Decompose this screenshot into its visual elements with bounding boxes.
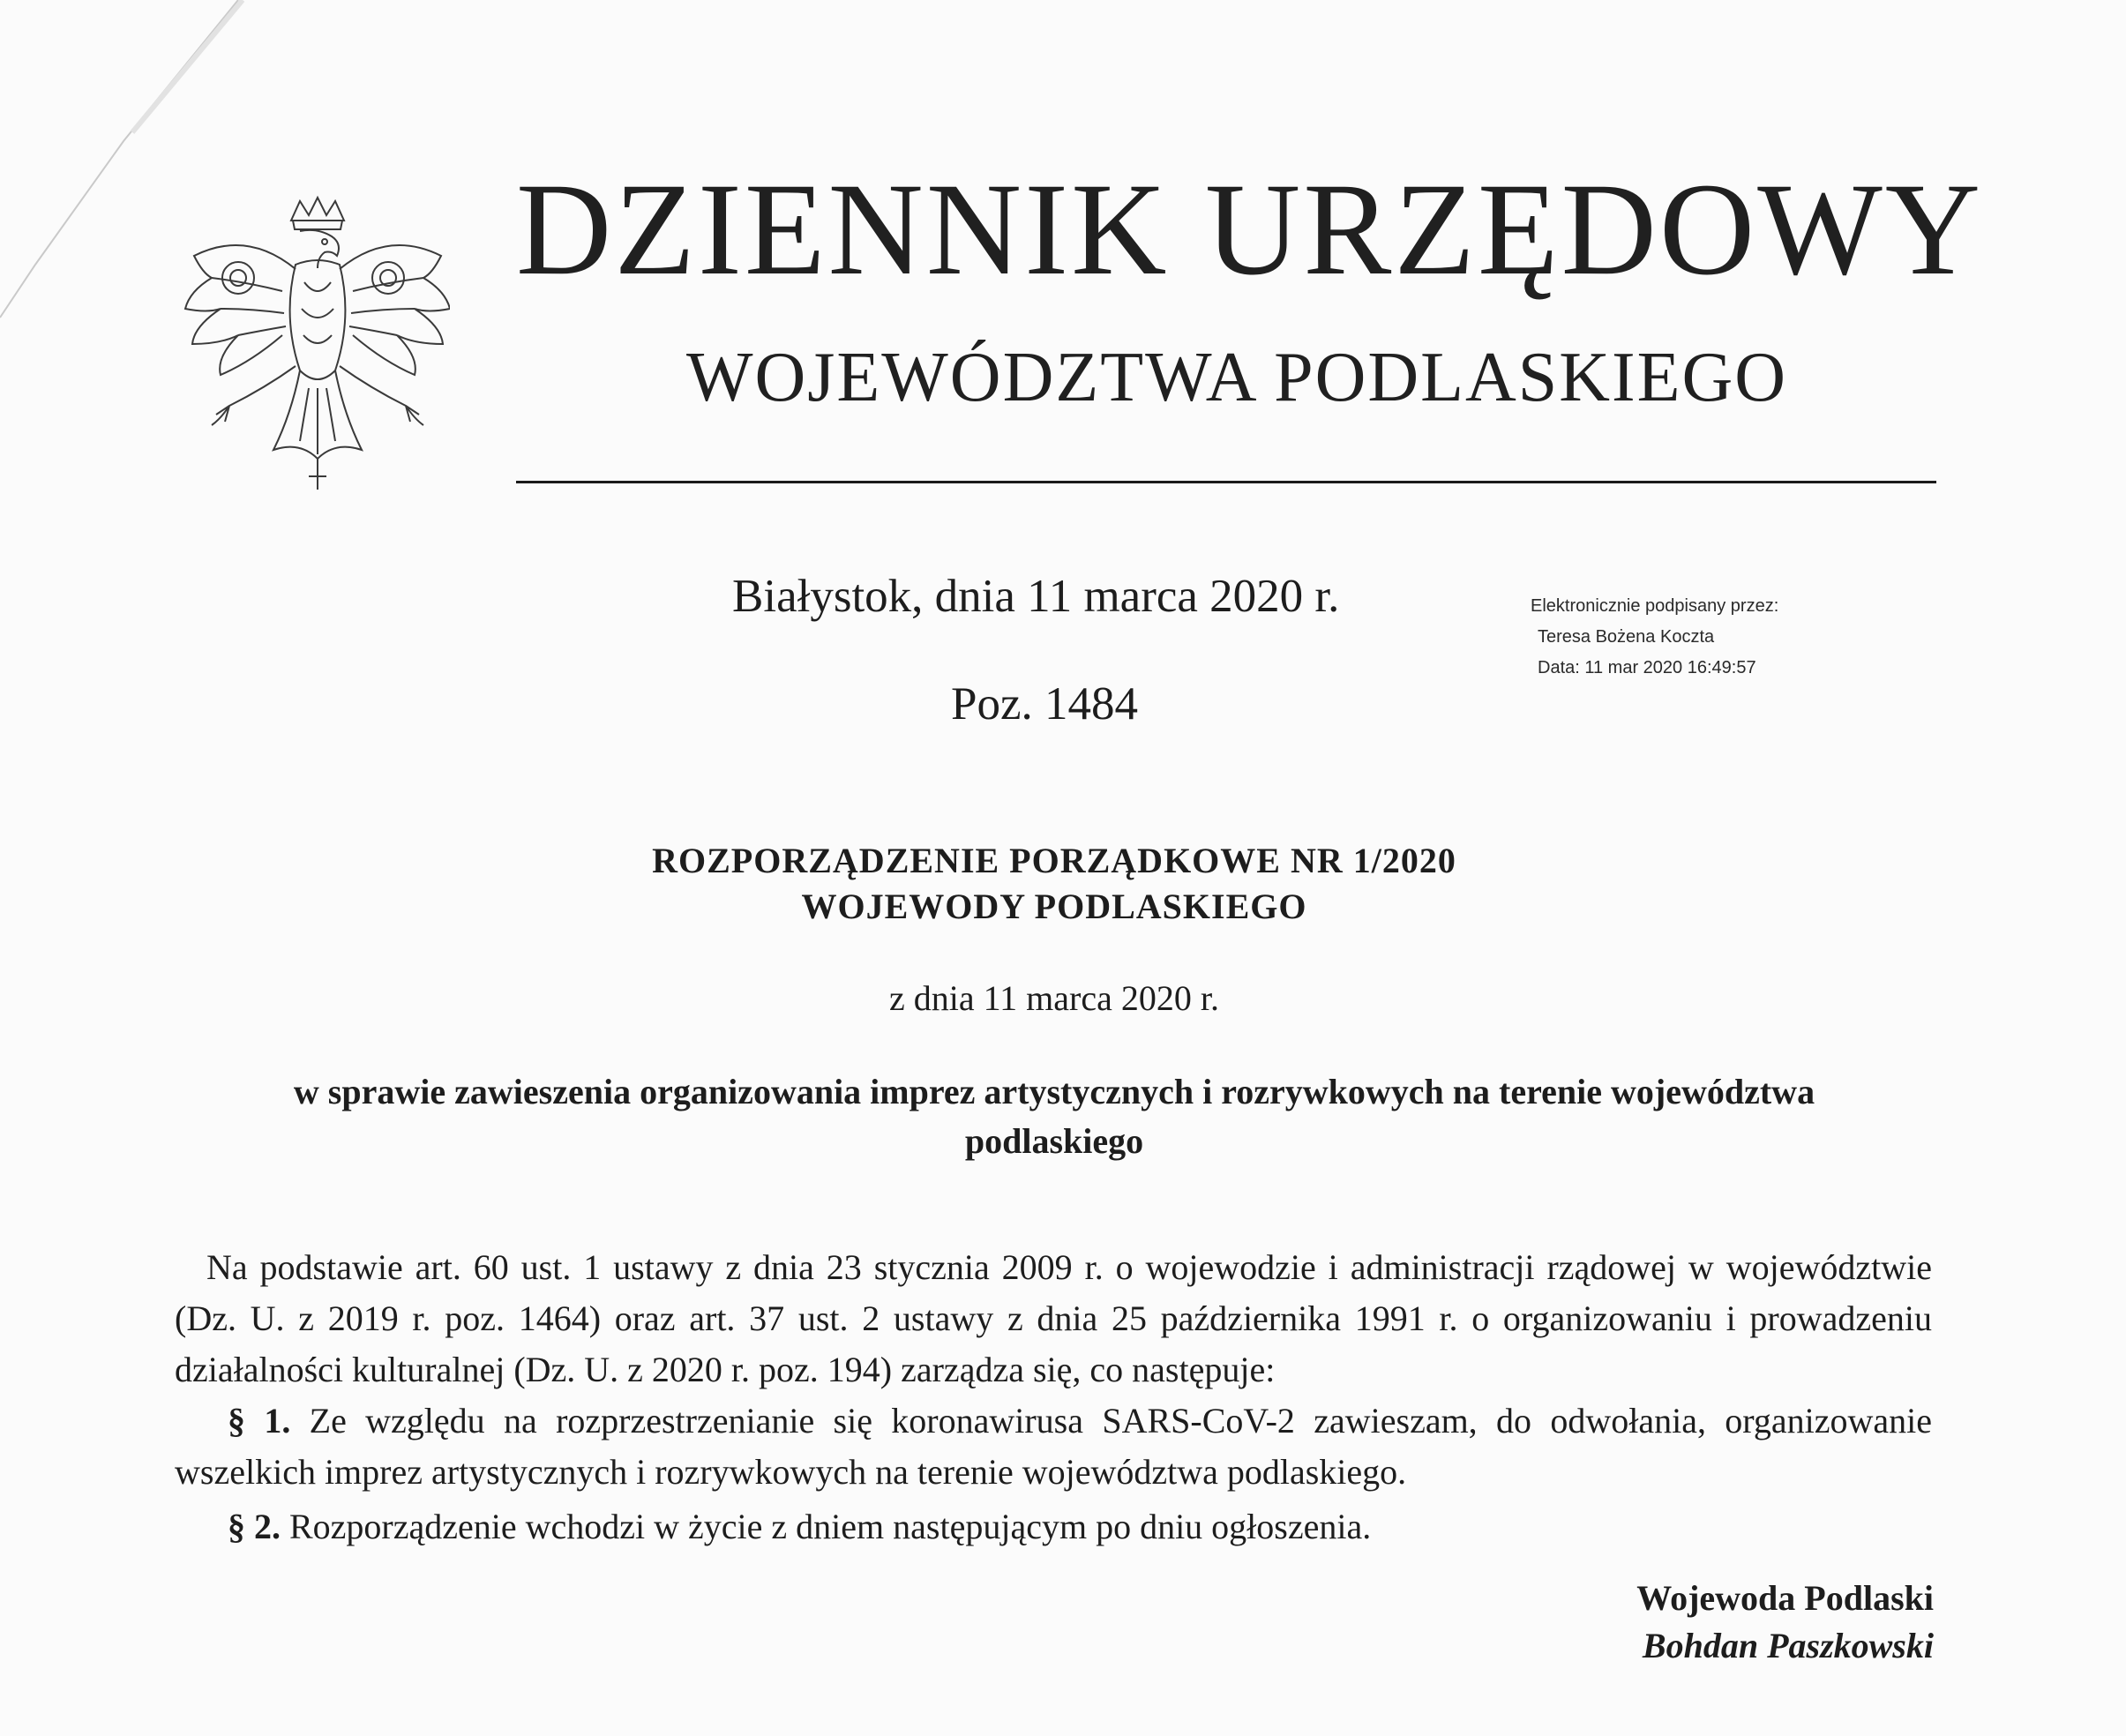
journal-title: DZIENNIK URZĘDOWY (516, 156, 1984, 303)
polish-eagle-emblem-icon (176, 194, 450, 494)
signer-office: Wojewoda Podlaski (1636, 1578, 1934, 1618)
signer-name: Bohdan Paszkowski (1642, 1626, 1934, 1665)
regulation-subject-line1: w sprawie zawieszenia organizowania imprez artystycznych i rozrywkowych na terenie województwa (293, 1072, 1815, 1111)
position-number: Poz. 1484 (951, 678, 1138, 730)
signature-block (1636, 1575, 1934, 1670)
journal-subtitle: WOJEWÓDZTWA PODLASKIEGO (686, 339, 1788, 416)
paragraph-1-text: Ze względu na rozprzestrzenianie się koronawirusa SARS-CoV-2 zawieszam, do odwołania, organizowanie wszelkich imprez artystycznych i rozrywkowych na terenie województwa podlaskiego. (175, 1401, 1932, 1492)
electronic-signature-block (1531, 591, 1778, 684)
esign-label: Elektronicznie podpisany przez: (1531, 596, 1779, 616)
regulation-subject-line2: podlaskiego (964, 1121, 1144, 1161)
paragraph-1-label: § 1. (228, 1401, 291, 1440)
paragraph-2 (175, 1501, 1932, 1553)
paragraph-1 (175, 1396, 1932, 1498)
esign-date: Data: 11 mar 2020 16:49:57 (1538, 658, 1756, 677)
paragraph-2-text: Rozporządzenie wchodzi w życie z dniem następującym po dniu ogłoszenia. (281, 1507, 1372, 1546)
paragraph-2-label: § 2. (228, 1507, 281, 1546)
esign-signer: Teresa Bożena Koczta (1538, 627, 1715, 647)
regulation-date: z dnia 11 marca 2020 r. (889, 978, 1219, 1018)
regulation-title (0, 838, 2108, 930)
header-divider (516, 481, 1936, 483)
regulation-title-line2: WOJEWODY PODLASKIEGO (801, 887, 1307, 926)
regulation-subject (0, 1067, 2108, 1166)
legal-basis-preamble: Na podstawie art. 60 ust. 1 ustawy z dnia 23 stycznia 2009 r. o wojewodzie i administracji rządowej w województwie (Dz. U. z 2019 r. poz. 1464) oraz art. 37 ust. 2 ustawy z dnia 25 października 1991 r. o organizowaniu i prowadzeniu działalności kulturalnej (Dz. U. z 2020 r. poz. 194) zarządza się, co następuje: (175, 1247, 1932, 1389)
regulation-title-line1: ROZPORZĄDZENIE PORZĄDKOWE NR 1/2020 (652, 841, 1456, 880)
publication-place-date: Białystok, dnia 11 marca 2020 r. (732, 571, 1340, 622)
